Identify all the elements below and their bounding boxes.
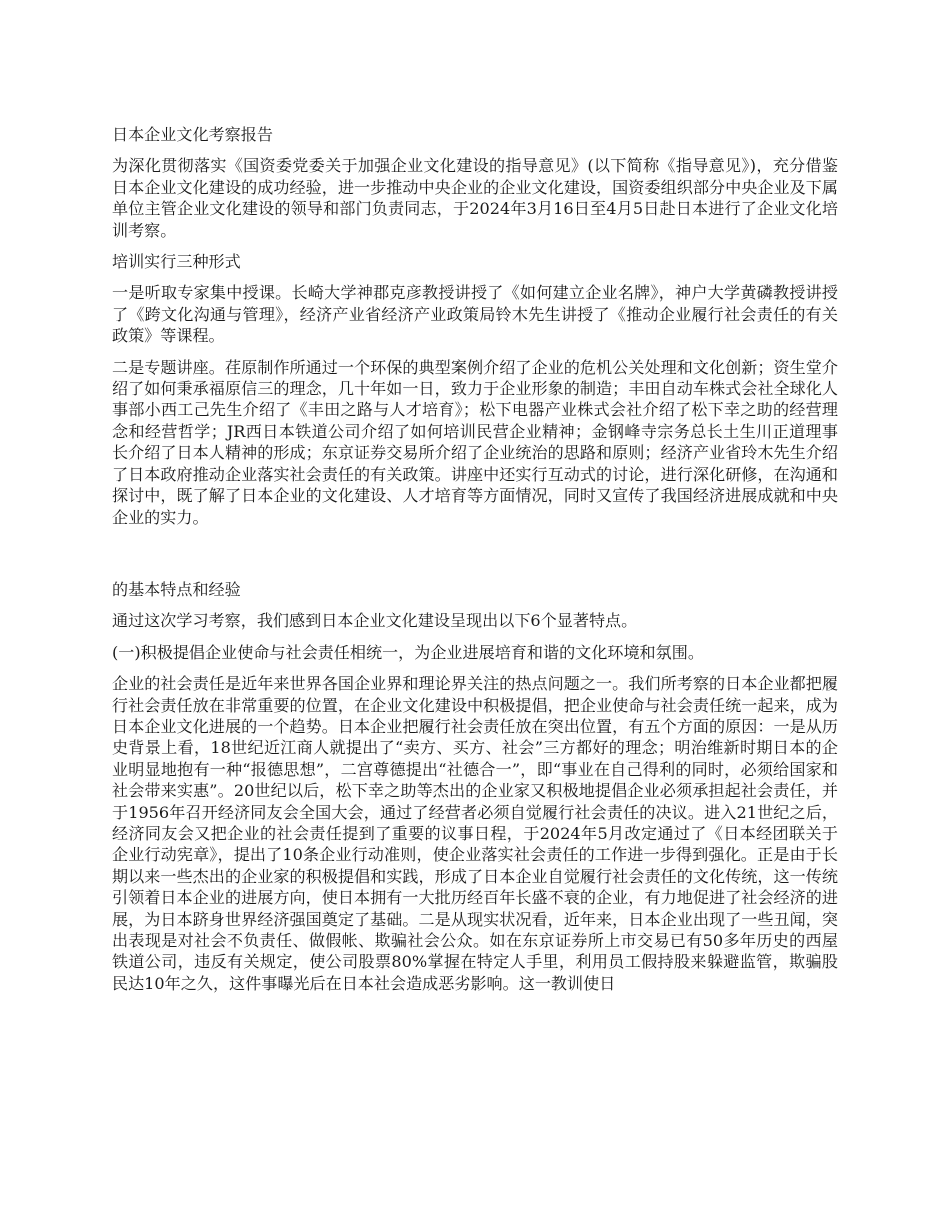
section2-paragraph-2: 企业的社会责任是近年来世界各国企业界和理论界关注的热点问题之一。我们所考察的日本企业都把履行社会责任放在非常重要的位置，在企业文化建设中积极提倡，把企业使命与社会责任统一起来，成为日本企业文化进展的一个趋势。日本企业把履行社会责任放在突出位置，有五个方面的原因：一是从历史背景上看，18世纪近江商人就提出了“卖方、买方、社会”三方都好的理念；明治维新时期日本的企业明显地抱有一种“报德思想”，二宫尊德提出“社德合一”，即“事业在自己得利的同时，必须给国家和社会带来实惠”。20世纪以后，松下幸之助等杰出的企业家又积极地提倡企业必须承担起社会责任，并于1956年召开经济同友会全国大会，通过了经营者必须自觉履行社会责任的决议。进入21世纪之后，经济同友会又把企业的社会责任提到了重要的议事日程，于2024年5月改定通过了《日本经团联关于企业行动宪章》，提出了10条企业行动准则，使企业落实社会责任的工作进一步得到强化。正是由于长期以来一些杰出的企业家的积极提倡和实践，形成了日本企业自觉履行社会责任的文化传统，这一传统引领着日本企业的进展方向，使日本拥有一大批历经百年长盛不衰的企业，有力地促进了社会经济的进展，为日本跻身世界经济强国奠定了基础。二是从现实状况看，近年来，日本企业出现了一些丑闻，突出表现是对社会不负责任、做假帐、欺骗社会公众。如在东京证券所上市交易已有50多年历史的西屋铁道公司，违反有关规定，使公司股票80%掌握在特定人手里，利用员工假持股来躲避监管，欺骗股民达10年之久，这件事曝光后在日本社会造成恶劣影响。这一教训使日 [112,674,838,993]
document-title: 日本企业文化考察报告 [112,125,273,144]
section1-heading: 培训实行三种形式 [112,252,241,272]
section-spacer [112,538,838,579]
section2-point-1: (一)积极提倡企业使命与社会责任相统一，为企业进展培育和谐的文化环境和氛围。 [112,642,704,662]
section2-paragraph-1: 通过这次学习考察，我们感到日本企业文化建设呈现出以下6个显著特点。 [112,611,638,631]
document-body [112,124,838,1004]
section2-heading: 的基本特点和经验 [112,579,241,599]
section1-paragraph-1: 一是听取专家集中授课。长崎大学神郡克彦教授讲授了《如何建立企业名牌》，神户大学黄磷教授讲授了《跨文化沟通与管理》，经济产业省经济产业政策局铃木先生讲授了《推动企业履行社会责任的有关政策》等课程。 [112,283,838,346]
intro-paragraph: 为深化贯彻落实《国资委党委关于加强企业文化建设的指导意见》(以下简称《指导意见》)，充分借鉴日本企业文化建设的成功经验，进一步推动中央企业的企业文化建设，国资委组织部分中央企业及下属单位主管企业文化建设的领导和部门负责同志，于2024年3月16日至4月5日赴日本进行了企业文化培训考察。 [112,156,838,240]
section1-paragraph-2: 二是专题讲座。荏原制作所通过一个环保的典型案例介绍了企业的危机公关处理和文化创新；资生堂介绍了如何秉承福原信三的理念，几十年如一日，致力于企业形象的制造；丰田自动车株式会社全球化人事部小西工己先生介绍了《丰田之路与人才培育》；松下电器产业株式会社介绍了松下幸之助的经营理念和经营哲学；JR西日本铁道公司介绍了如何培训民营企业精神；金钢峰寺宗务总长土生川正道理事长介绍了日本人精神的形成；东京证券交易所介绍了企业统治的思路和原则；经济产业省玲木先生介绍了日本政府推动企业落实社会责任的有关政策。讲座中还实行互动式的讨论，进行深化研修，在沟通和探讨中，既了解了日本企业的文化建设、人才培育等方面情况，同时又宣传了我国经济进展成就和中央企业的实力。 [112,357,838,527]
